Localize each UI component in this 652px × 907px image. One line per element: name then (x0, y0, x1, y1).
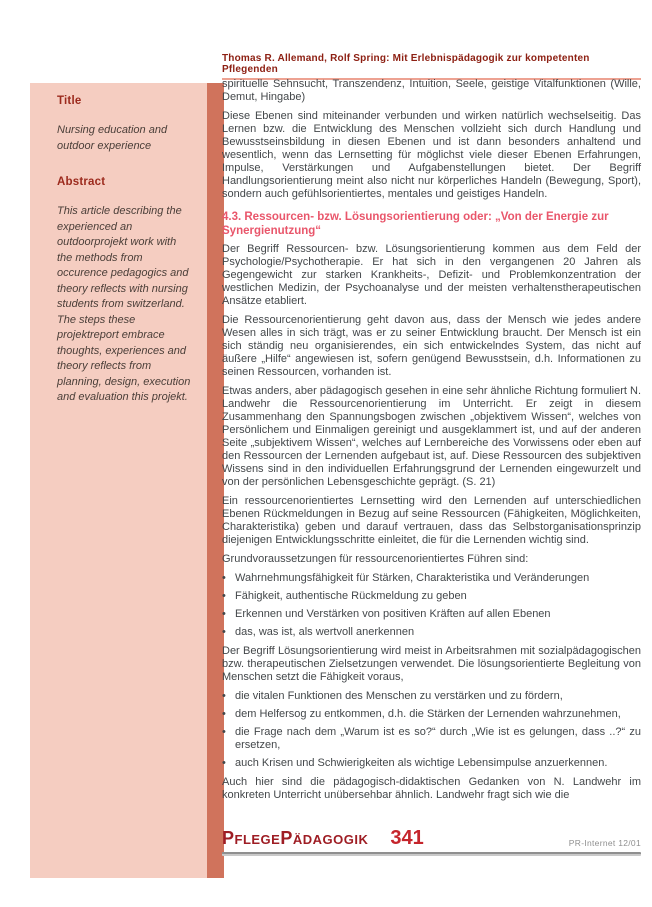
list-item-text: Wahrnehmungsfähigkeit für Stärken, Charakteristika und Veränderungen (235, 572, 590, 584)
list-item (222, 590, 641, 603)
section-heading: 4.3. Ressourcen- bzw. Lösungsorientierung oder: „Von der Energie zur Synergienutzung“ (222, 211, 609, 237)
journal-name: PflegePädagogik (222, 828, 369, 848)
list-item (222, 708, 641, 721)
bullet-icon: • (222, 608, 226, 620)
bullet-icon: • (222, 626, 226, 638)
list-item-text: Erkennen und Verstärken von positiven Kräften auf allen Ebenen (235, 608, 551, 620)
sidebar-title-text: Nursing education and outdoor experience (57, 124, 168, 152)
list-item-text: die vitalen Funktionen des Menschen zu verstärken und zu fördern, (235, 690, 563, 702)
body-paragraph: Etwas anders, aber pädagogisch gesehen in eine sehr ähnliche Richtung formuliert N. Landwehr die Ressourcenorientierung im Unterricht. Er zeigt in diesem Zusammenhang den Spannungsbogen zwischen „objektivem Wissen“, welches von Persönlichem und Einmaligen gereinigt und ausgeklammert ist, und auf der anderen Seite „subjektivem Wissen“, welches auf Lernbereiche des Vorwissens oder eben auf den Ressourcen der Lernenden aufgebaut ist, auf. Diese Ressourcen des subjektiven Wissens sind in den individuellen Erfahrungsgrund der Lernenden eingewurzelt und von der persönlichen Lebensgeschichte geprägt. (S. 21) (222, 385, 641, 488)
sidebar-abstract-text: This article describing the experienced an outdoorprojekt work with the methods from occurence pedagogics and theory reflects with nursing students from switzerland. The steps these projektreport embrace thoughts, experiences and theory reflects from planning, design, execution and evaluation this projekt. (57, 205, 191, 403)
body-paragraph: spirituelle Sehnsucht, Transzendenz, Intuition, Seele, geistige Vitalfunktionen (Wille, Demut, Hingabe) (222, 78, 641, 103)
page-number: 341 (390, 827, 424, 849)
list-item-text: dem Helfersog zu entkommen, d.h. die Stärken der Lernenden wahrzunehmen, (235, 708, 621, 720)
list-item (222, 608, 641, 621)
bullet-list (222, 572, 641, 639)
article-body (222, 78, 641, 808)
list-item-text: das, was ist, als wertvoll anerkennen (235, 626, 415, 638)
bullet-icon: • (222, 757, 226, 769)
bullet-icon: • (222, 590, 226, 602)
bullet-icon: • (222, 572, 226, 584)
sidebar (30, 83, 207, 878)
running-head: Thomas R. Allemand, Rolf Spring: Mit Erlebnispädagogik zur kompetenten Pflegenden (222, 53, 641, 80)
body-paragraph: Grundvoraussetzungen für ressourcenorientiertes Führen sind: (222, 553, 529, 565)
footer-row (222, 827, 641, 852)
body-paragraph: Der Begriff Lösungsorientierung wird meist in Arbeitsrahmen mit sozialpädagogischen bzw. therapeutischen Zielsetzungen verwendet. Die lösungsorientierte Begleitung von Menschen setzt die Fähigkeit voraus, (222, 645, 641, 683)
footer-rule (222, 852, 641, 856)
list-item (222, 690, 641, 703)
body-paragraph: Auch hier sind die pädagogisch-didaktischen Gedanken von N. Landwehr im konkreten Unterricht unübersehbar ähnlich. Landwehr fragt sich wie die (222, 776, 641, 801)
body-paragraph: Der Begriff Ressourcen- bzw. Lösungsorientierung kommen aus dem Feld der Psychologie/Psychotherapie. Er hat sich in den vergangenen 20 Jahren als Gegengewicht zur starken Krankheits-, Defizit- und Problemkonzentration der westlichen Medizin, der Psychoanalyse und der meisten verhaltenstherapeutischen Ansätze etabliert. (222, 243, 641, 307)
list-item (222, 626, 641, 639)
page-footer (222, 827, 641, 856)
sidebar-abstract-heading: Abstract (57, 176, 106, 188)
bullet-icon: • (222, 690, 226, 702)
bullet-icon: • (222, 708, 226, 720)
body-paragraph: Die Ressourcenorientierung geht davon aus, dass der Mensch wie jedes andere Wesen alles in sich trägt, was er zu seiner Entwicklung braucht. Der Mensch ist ein sich ständig neu organisierendes, ein sich entwickelndes System, das nicht auf äußere „Hilfe“ angewiesen ist, sofern genügend Bewusstsein, d.h. Informationen zu seinen Ressourcen, vorhanden ist. (222, 314, 641, 378)
list-item (222, 572, 641, 585)
body-paragraph: Diese Ebenen sind miteinander verbunden und wirken natürlich wechselseitig. Das Lernen bzw. die Entwicklung des Menschen vollzieht sich durch Handlung und Bewusstseinsbildung in diesen Ebenen und ist dann besonders anhaltend und wesentlich, wenn das Lernsetting für möglichst viele dieser Ebenen Erfahrungen, Impulse, Verstärkungen und Aufgabenstellungen bietet. Der Begriff Handlungsorientierung meint also nicht nur körperliches Handeln (Bewegung, Sport), sondern auch gefühlsorientiertes, mentales und geistiges Handeln. (222, 110, 641, 200)
list-item (222, 726, 641, 752)
list-item-text: auch Krisen und Schwierigkeiten als wichtige Lebensimpulse anzuerkennen. (235, 757, 608, 769)
sidebar-title-heading: Title (57, 95, 82, 107)
body-paragraph: Ein ressourcenorientiertes Lernsetting wird den Lernenden auf unterschiedlichen Ebenen Rückmeldungen in Bezug auf seine Ressourcen (Fähigkeiten, Möglichkeiten, Charakteristika) geben und darauf vertrauen, dass das Selbstorganisationsprinzip diejenigen Entwicklungsschritte einleitet, die für die Lernenden wichtig sind. (222, 495, 641, 546)
issue-label: PR-Internet 12/01 (568, 838, 641, 848)
list-item-text: die Frage nach dem „Warum ist es so?“ durch „Wie ist es gelungen, dass ..?“ zu ersetzen, (235, 726, 641, 751)
bullet-list (222, 690, 641, 770)
list-item-text: Fähigkeit, authentische Rückmeldung zu geben (235, 590, 467, 602)
bullet-icon: • (222, 726, 226, 738)
list-item (222, 757, 641, 770)
